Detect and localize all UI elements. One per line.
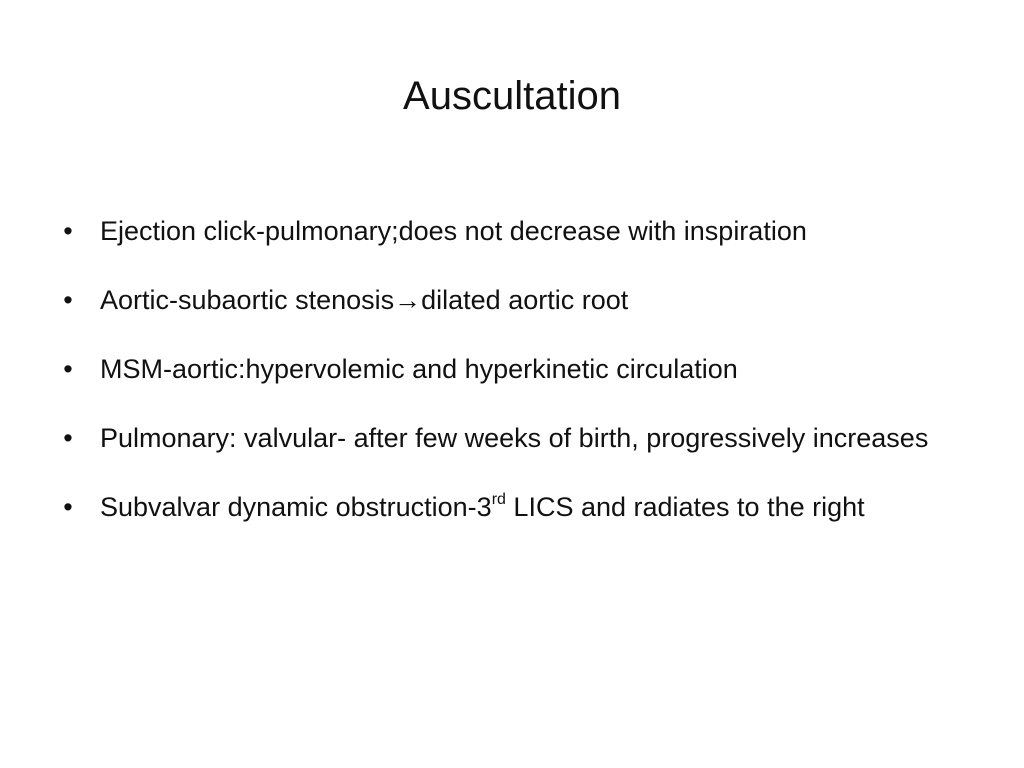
bullet-text-end: dilated aortic root [421, 285, 629, 315]
bullet-text-start: Subvalvar dynamic obstruction-3 [100, 492, 492, 522]
bullet-dot-icon: • [63, 354, 73, 384]
bullet-text: Ejection click-pulmonary;does not decrease with inspiration [100, 216, 807, 246]
bullet-text [100, 285, 628, 315]
bullet-text-start: Aortic-subaortic stenosis [100, 285, 395, 315]
bullet-text: MSM-aortic:hypervolemic and hyperkinetic circulation [100, 354, 738, 384]
bullet-item [58, 476, 958, 538]
bullet-item [58, 200, 958, 262]
bullet-text-end: LICS and radiates to the right [505, 492, 865, 522]
right-arrow-icon: → [394, 285, 422, 315]
bullet-item [58, 407, 958, 469]
bullet-dot-icon: • [63, 285, 73, 315]
bullet-dot-icon: • [63, 492, 73, 522]
bullet-dot-icon: • [63, 216, 73, 246]
ordinal-superscript: rd [491, 491, 506, 508]
bullet-list [58, 200, 958, 545]
bullet-text: Pulmonary: valvular- after few weeks of birth, progressively increases [100, 423, 929, 453]
bullet-item [58, 338, 958, 400]
slide-title: Auscultation [403, 74, 621, 118]
bullet-item [58, 269, 958, 331]
bullet-dot-icon: • [63, 423, 73, 453]
bullet-text [100, 492, 865, 522]
